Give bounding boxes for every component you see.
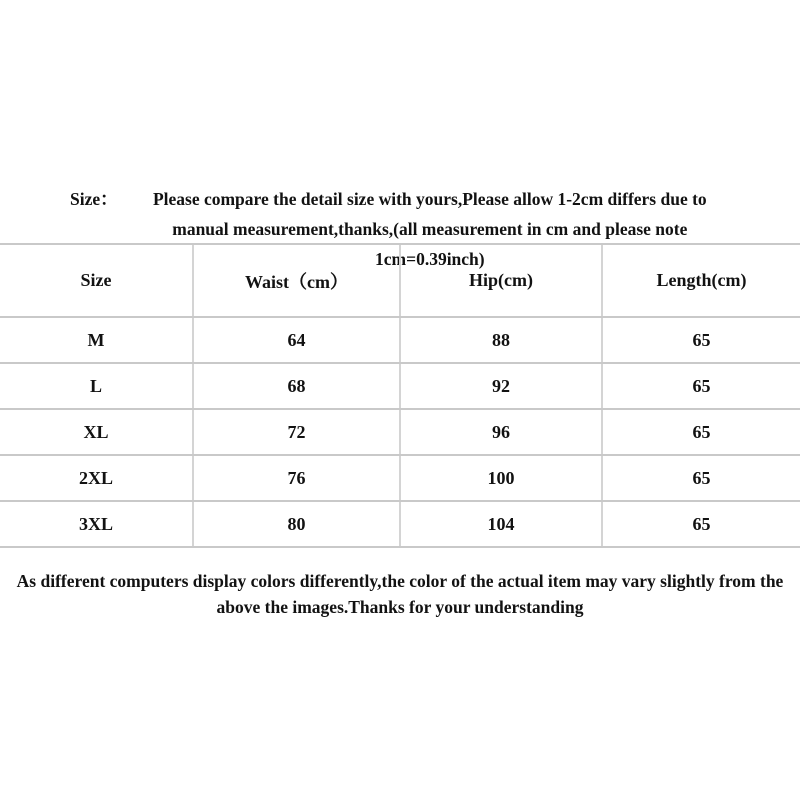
cell-waist: 80 — [193, 501, 400, 547]
size-note-label: Size： — [70, 189, 118, 209]
cell-size: 3XL — [0, 501, 193, 547]
color-disclaimer — [0, 568, 800, 620]
cell-size: L — [0, 363, 193, 409]
column-header-waist: Waist（cm） — [193, 244, 400, 317]
cell-waist: 68 — [193, 363, 400, 409]
size-note-text: Please compare the detail size with yours,Please allow 1-2cm differs due to manual measurement,thanks,(all measurement in cm and please note 1cm=0.39inch) — [152, 189, 707, 269]
cell-hip: 100 — [400, 455, 602, 501]
table-row — [0, 363, 800, 409]
cell-hip: 104 — [400, 501, 602, 547]
cell-hip: 96 — [400, 409, 602, 455]
column-header-size: Size — [0, 244, 193, 317]
table-row — [0, 501, 800, 547]
cell-length: 65 — [602, 409, 800, 455]
size-table-header-row — [0, 244, 800, 317]
table-row — [0, 317, 800, 363]
table-row — [0, 409, 800, 455]
cell-length: 65 — [602, 363, 800, 409]
column-header-length: Length(cm) — [602, 244, 800, 317]
cell-length: 65 — [602, 317, 800, 363]
cell-size: M — [0, 317, 193, 363]
cell-hip: 92 — [400, 363, 602, 409]
cell-hip: 88 — [400, 317, 602, 363]
cell-length: 65 — [602, 501, 800, 547]
cell-size: 2XL — [0, 455, 193, 501]
cell-waist: 72 — [193, 409, 400, 455]
color-disclaimer-text: As different computers display colors differently,the color of the actual item may vary slightly from the above the images.Thanks for your understanding — [16, 571, 784, 617]
size-table — [0, 243, 800, 548]
table-row — [0, 455, 800, 501]
cell-waist: 64 — [193, 317, 400, 363]
cell-size: XL — [0, 409, 193, 455]
cell-waist: 76 — [193, 455, 400, 501]
column-header-hip: Hip(cm) — [400, 244, 602, 317]
cell-length: 65 — [602, 455, 800, 501]
